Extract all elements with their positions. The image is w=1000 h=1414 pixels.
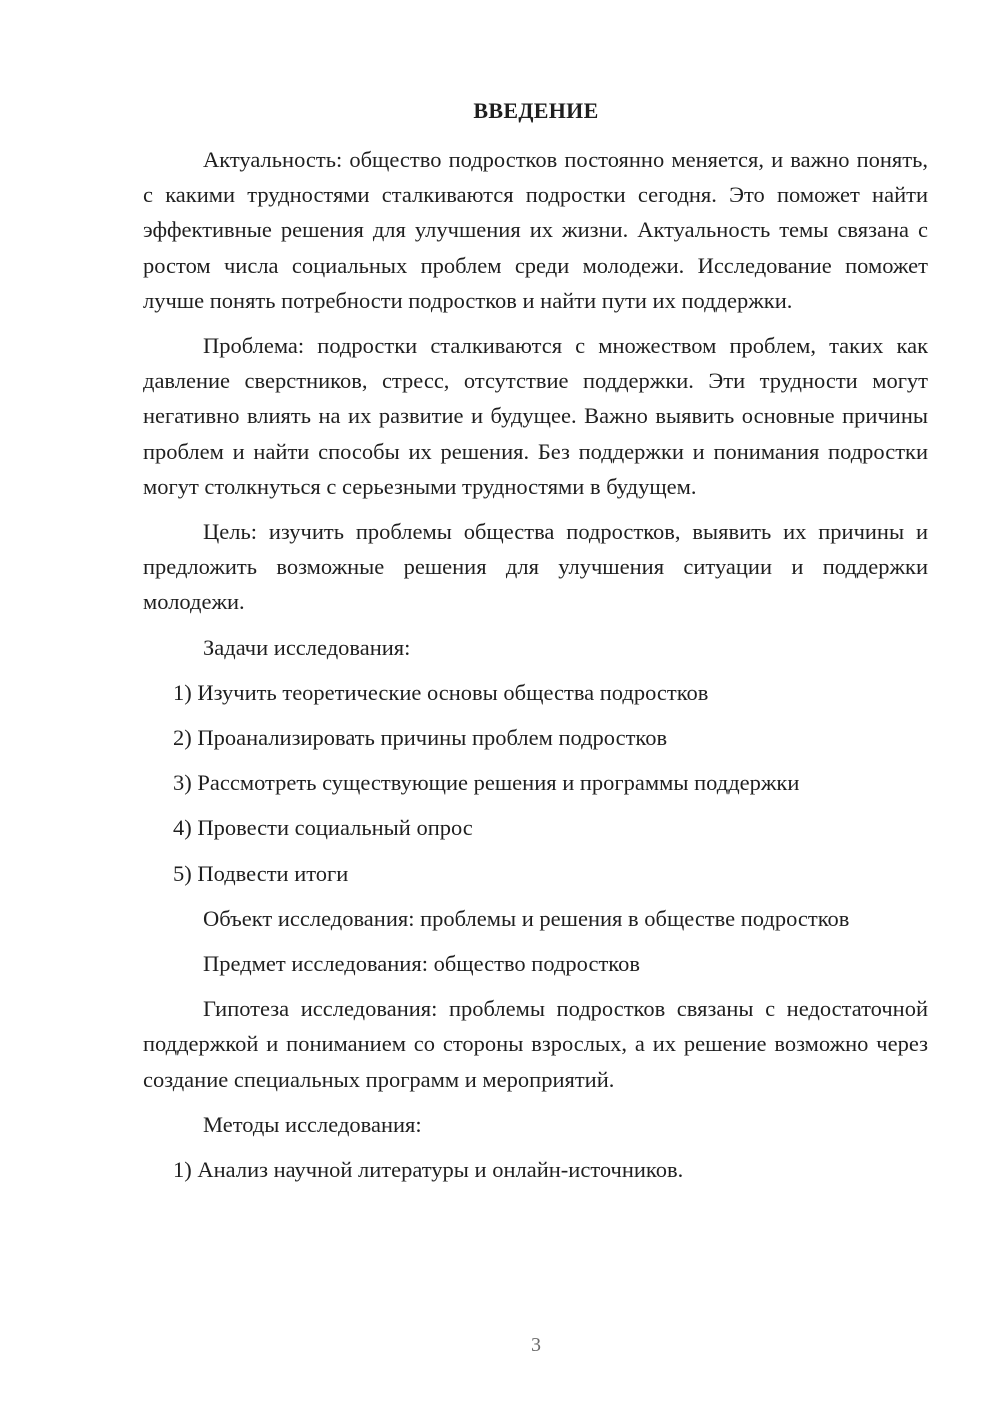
task-item: 5) Подвести итоги xyxy=(173,860,349,886)
task-item: 1) Изучить теоретические основы общества подростков xyxy=(173,679,709,705)
tasks-heading: Задачи исследования: xyxy=(203,634,411,660)
problem-paragraph: Проблема: подростки сталкиваются с множеством проблем, таких как давление сверстников, стресс, отсутствие поддержки. Эти трудности могут негативно влиять на их развитие и будущее. Важно выявить основные причины проблем и найти способы их решения. Без поддержки и понимания подростки могут столкнуться с серьезными трудностями в будущем. xyxy=(143,333,928,499)
tasks-list xyxy=(143,675,928,891)
section-title: ВВЕДЕНИЕ xyxy=(473,98,599,123)
research-subject: Предмет исследования: общество подростков xyxy=(203,951,640,977)
page-number: 3 xyxy=(531,1334,541,1356)
task-item: 4) Провести социальный опрос xyxy=(173,815,473,841)
goal-paragraph: Цель: изучить проблемы общества подростков, выявить их причины и предложить возможные решения для улучшения ситуации и поддержки молодежи. xyxy=(143,519,928,615)
method-item: 1) Анализ научной литературы и онлайн-источников. xyxy=(173,1157,684,1183)
methods-heading: Методы исследования: xyxy=(203,1111,422,1137)
document-body xyxy=(143,142,928,1187)
relevance-paragraph: Актуальность: общество подростков постоянно меняется, и важно понять, с какими трудностями сталкиваются подростки сегодня. Это поможет найти эффективные решения для улучшения их жизни. Актуальность темы связана с ростом числа социальных проблем среди молодежи. Исследование поможет лучше понять потребности подростков и найти пути их поддержки. xyxy=(143,147,928,313)
research-object: Объект исследования: проблемы и решения в обществе подростков xyxy=(203,905,850,931)
methods-list xyxy=(143,1152,928,1187)
task-item: 3) Рассмотреть существующие решения и программы поддержки xyxy=(173,770,800,796)
task-item: 2) Проанализировать причины проблем подростков xyxy=(173,725,668,751)
hypothesis-paragraph: Гипотеза исследования: проблемы подростков связаны с недостаточной поддержкой и пониманием со стороны взрослых, а их решение возможно через создание специальных программ и мероприятий. xyxy=(143,996,928,1092)
